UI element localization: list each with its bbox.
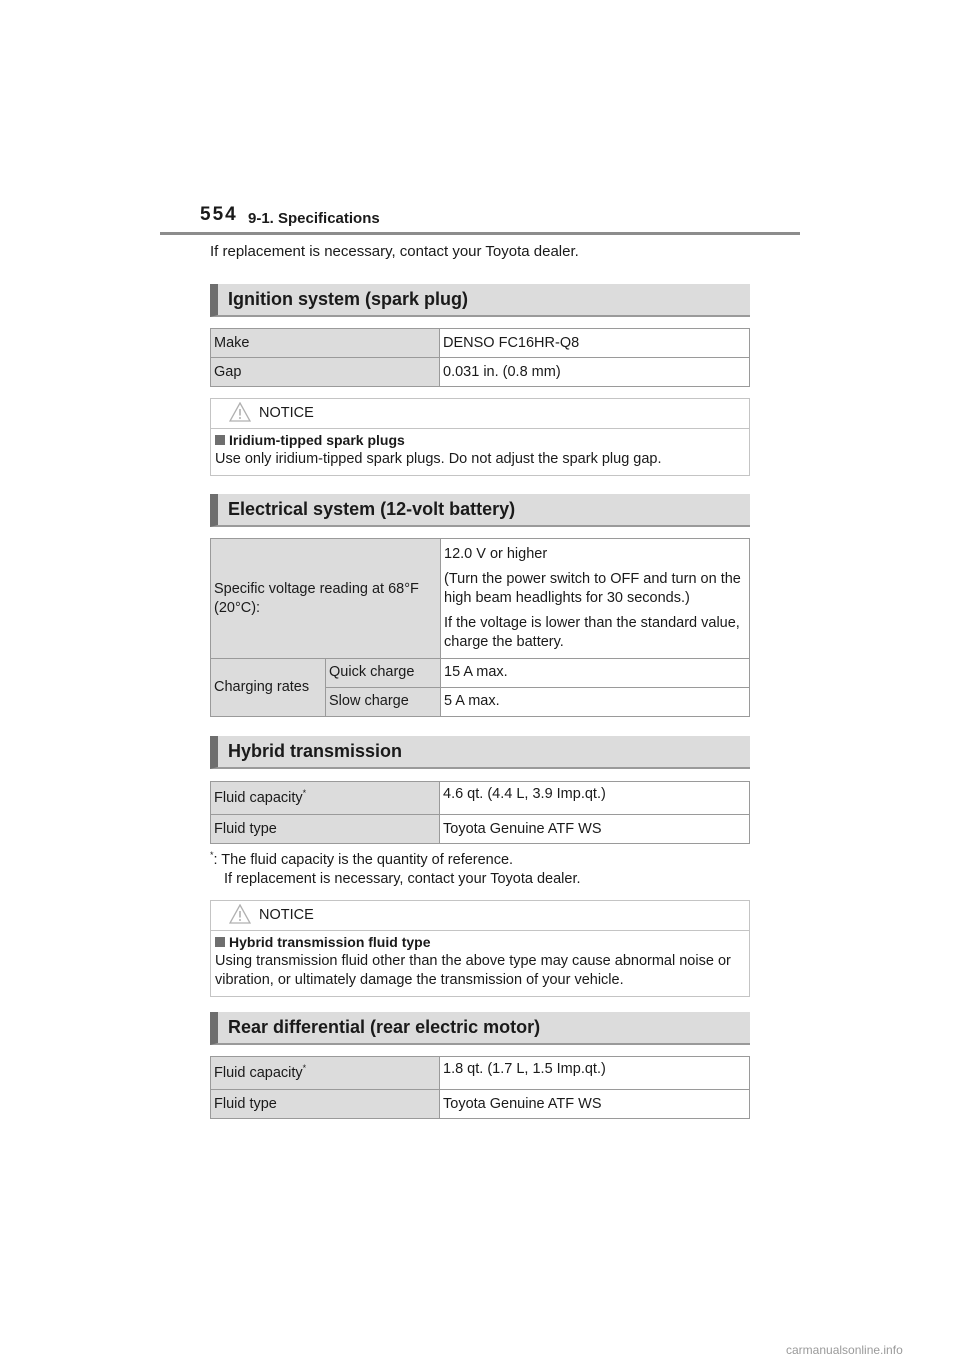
hybrid-capacity-key xyxy=(211,782,440,815)
voltage-value xyxy=(441,539,750,659)
warning-triangle-icon xyxy=(229,402,251,422)
square-bullet-icon xyxy=(215,435,225,445)
square-bullet-icon xyxy=(215,937,225,947)
voltage-line-2: (Turn the power switch to OFF and turn on the high beam headlights for 30 seconds.) xyxy=(444,571,741,606)
hybrid-heading-text: Hybrid transmission xyxy=(228,741,403,761)
electrical-heading xyxy=(210,494,750,527)
hybrid-table xyxy=(210,781,750,844)
slow-charge-key: Slow charge xyxy=(326,688,441,717)
ignition-table xyxy=(210,328,750,387)
table-row xyxy=(211,1090,750,1119)
hybrid-capacity-value: 4.6 qt. (4.4 L, 3.9 Imp.qt.) xyxy=(440,782,750,815)
notice-header xyxy=(211,901,749,931)
rear-heading xyxy=(210,1012,750,1045)
notice-text: Using transmission fluid other than the above type may cause abnormal noise or vibration, or ultimately damage the transmission of your vehicle. xyxy=(215,953,731,988)
table-row xyxy=(211,358,750,387)
electrical-heading-text: Electrical system (12-volt battery) xyxy=(228,499,516,519)
hybrid-capacity-key-text: Fluid capacity xyxy=(214,790,303,806)
table-row xyxy=(211,659,750,688)
notice-title-text: Hybrid transmission fluid type xyxy=(229,934,431,950)
ignition-gap-key: Gap xyxy=(211,358,440,387)
notice-title-text: Iridium-tipped spark plugs xyxy=(229,432,405,448)
notice-box-spark-plugs xyxy=(210,398,750,476)
ignition-make-value: DENSO FC16HR-Q8 xyxy=(440,329,750,358)
intro-text: If replacement is necessary, contact your Toyota dealer. xyxy=(210,243,579,260)
ignition-gap-value: 0.031 in. (0.8 mm) xyxy=(440,358,750,387)
footnote-marker: * xyxy=(302,788,307,799)
rear-table xyxy=(210,1056,750,1119)
footnote-mark: * xyxy=(210,850,214,861)
notice-label: NOTICE xyxy=(259,405,314,421)
hybrid-fluid-type-value: Toyota Genuine ATF WS xyxy=(440,815,750,844)
watermark: carmanualsonline.info xyxy=(786,1343,903,1357)
charging-rates-key: Charging rates xyxy=(211,659,326,717)
table-row xyxy=(211,815,750,844)
rear-capacity-key xyxy=(211,1057,440,1090)
notice-header xyxy=(211,399,749,429)
slow-charge-value: 5 A max. xyxy=(441,688,750,717)
notice-text: Use only iridium-tipped spark plugs. Do not adjust the spark plug gap. xyxy=(215,451,662,467)
page-number: 554 xyxy=(200,204,238,225)
voltage-key: Specific voltage reading at 68°F (20°C): xyxy=(211,539,441,659)
voltage-line-3: If the voltage is lower than the standard value, charge the battery. xyxy=(444,615,740,650)
ignition-heading-text: Ignition system (spark plug) xyxy=(228,289,469,309)
ignition-heading xyxy=(210,284,750,317)
footnote-line-2: If replacement is necessary, contact your Toyota dealer. xyxy=(224,871,581,887)
quick-charge-key: Quick charge xyxy=(326,659,441,688)
notice-title xyxy=(215,933,745,952)
table-row xyxy=(211,539,750,659)
hybrid-heading xyxy=(210,736,750,769)
footnote xyxy=(210,851,581,889)
notice-label: NOTICE xyxy=(259,907,314,923)
rear-heading-text: Rear differential (rear electric motor) xyxy=(228,1017,541,1037)
rear-capacity-value: 1.8 qt. (1.7 L, 1.5 Imp.qt.) xyxy=(440,1057,750,1090)
section-title: 9-1. Specifications xyxy=(248,210,380,227)
notice-title xyxy=(215,431,745,450)
rear-capacity-key-text: Fluid capacity xyxy=(214,1065,303,1081)
rear-fluid-type-key: Fluid type xyxy=(211,1090,440,1119)
hybrid-fluid-type-key: Fluid type xyxy=(211,815,440,844)
table-row xyxy=(211,782,750,815)
footnote-marker: * xyxy=(302,1063,307,1074)
notice-box-transmission-fluid xyxy=(210,900,750,997)
quick-charge-value: 15 A max. xyxy=(441,659,750,688)
ignition-make-key: Make xyxy=(211,329,440,358)
warning-triangle-icon xyxy=(229,904,251,924)
footnote-line-1: : The fluid capacity is the quantity of reference. xyxy=(213,852,514,868)
electrical-table xyxy=(210,538,750,717)
voltage-line-1: 12.0 V or higher xyxy=(444,546,548,562)
table-row xyxy=(211,1057,750,1090)
header-rule xyxy=(160,232,800,235)
table-row xyxy=(211,329,750,358)
rear-fluid-type-value: Toyota Genuine ATF WS xyxy=(440,1090,750,1119)
